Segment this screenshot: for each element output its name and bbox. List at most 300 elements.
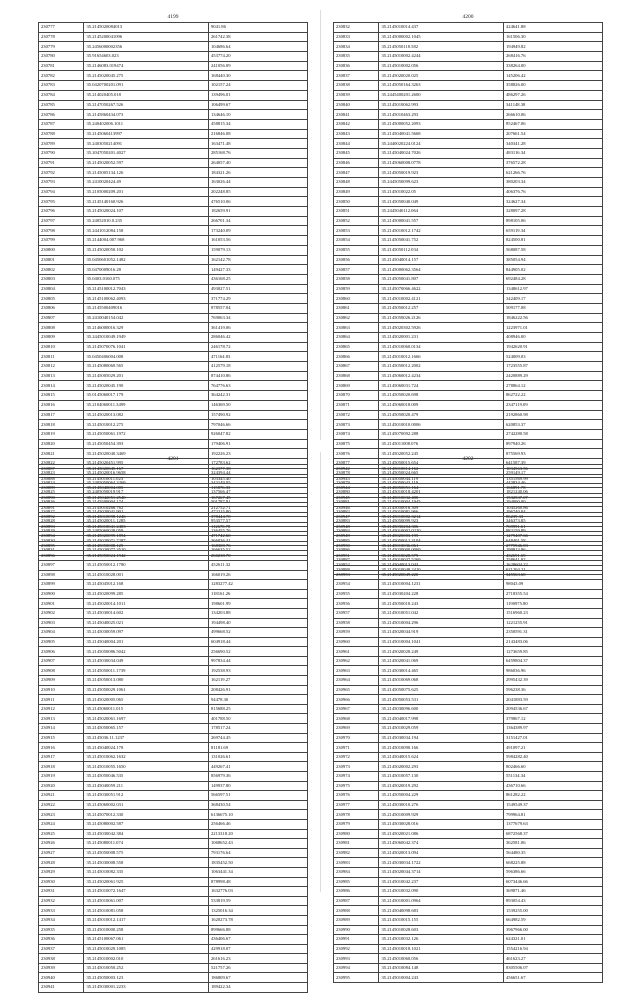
account-code-cell: 35.2145010084.148 — [379, 963, 503, 973]
amount-cell: 596238.36 — [503, 685, 602, 695]
row-id-cell: 230919 — [39, 772, 84, 782]
page-4202 — [333, 454, 603, 983]
table-row — [334, 839, 603, 849]
table-row — [334, 216, 603, 226]
row-id-cell: 230887 — [334, 555, 379, 565]
amount-cell: 456651.67 — [503, 973, 602, 983]
amount-cell: 106499.67 — [208, 100, 307, 110]
table-row — [334, 187, 603, 197]
amount-cell: 134203.88 — [208, 608, 307, 618]
table-row — [334, 877, 603, 887]
amount-cell: 145206.42 — [503, 71, 602, 81]
amount-cell: 268416.76 — [503, 52, 602, 62]
account-code-cell: 35.2145020014.1011 — [84, 599, 208, 609]
account-code-cell: 35.2445050099.623 — [379, 178, 503, 188]
amount-cell: 1846222.56 — [503, 313, 602, 323]
account-code-cell: 35.2145020019.292 — [379, 781, 503, 791]
row-id-cell: 230883 — [334, 517, 379, 527]
row-id-cell: 230886 — [334, 546, 379, 556]
account-code-cell: 35.2145042051.2540 — [84, 493, 208, 503]
table-row — [334, 800, 603, 810]
row-id-cell: 230830 — [39, 536, 84, 546]
amount-cell: 1821240.06 — [503, 488, 602, 498]
amount-cell: 878557.04 — [208, 303, 307, 313]
row-id-cell: 230964 — [334, 676, 379, 686]
row-id-cell: 230914 — [39, 724, 84, 734]
row-id-cell: 230799 — [39, 236, 84, 246]
account-code-cell: 35.2145010012.275 — [84, 420, 208, 430]
account-code-cell: 35.2145010042.237 — [379, 877, 503, 887]
table-row — [39, 23, 308, 33]
table-row — [334, 42, 603, 52]
amount-cell: 194949.82 — [503, 42, 602, 52]
table-row — [334, 439, 603, 449]
account-code-cell: 35.2145020084013 — [84, 23, 208, 33]
table-row — [334, 887, 603, 897]
table-row — [334, 100, 603, 110]
amount-cell: 483116.34 — [503, 148, 602, 158]
table-row — [39, 541, 308, 551]
account-code-cell: 35.2146000016.329 — [84, 323, 208, 333]
account-code-cell: 35.0470009016.28 — [84, 265, 208, 275]
account-code-cell: 35.2145020451.995 — [84, 458, 208, 468]
amount-cell: 2094536.67 — [503, 704, 602, 714]
amount-cell: 338264.00 — [503, 61, 602, 71]
amount-cell: 1348612.97 — [503, 284, 602, 294]
amount-cell: 620853.37 — [503, 420, 602, 430]
table-row — [334, 676, 603, 686]
amount-cell: 1554216.94 — [503, 944, 602, 954]
amount-cell: 764776.63 — [208, 381, 307, 391]
row-id-cell: 230880 — [334, 488, 379, 498]
account-code-cell: 35.2145060413997 — [84, 129, 208, 139]
account-code-cell: 35.2145010012.1742 — [379, 226, 503, 236]
table-row — [334, 896, 603, 906]
row-id-cell: 230780 — [39, 52, 84, 62]
account-code-cell: 35.2145010037.5269 — [379, 555, 503, 565]
account-code-cell: 35.2145010028.579 — [379, 551, 503, 561]
table-row — [39, 676, 308, 686]
table-row — [39, 484, 308, 494]
account-code-cell: 35.2145030051.912 — [84, 791, 208, 801]
table-row — [334, 570, 603, 580]
amount-cell: 449267.41 — [208, 762, 307, 772]
amount-cell: 406376.76 — [503, 187, 602, 197]
row-id-cell: 230777 — [39, 23, 84, 33]
row-id-cell: 230955 — [334, 589, 379, 599]
account-code-cell: 35.2145050043.119 — [379, 478, 503, 488]
table-row — [39, 313, 308, 323]
amount-cell: 2350591.31 — [503, 628, 602, 638]
account-code-cell: 35.2145030008.558 — [84, 858, 208, 868]
account-code-cell: 35.2145050026.2126 — [379, 313, 503, 323]
account-code-cell: 35.2145020040.3469 — [84, 449, 208, 459]
row-id-cell: 230862 — [334, 313, 379, 323]
table-row — [334, 284, 603, 294]
table-row — [39, 439, 308, 449]
table-row — [39, 226, 308, 236]
table-row — [334, 791, 603, 801]
account-code-cell: 35.2145050013.080 — [84, 676, 208, 686]
amount-cell: 621204.21 — [503, 565, 602, 575]
amount-cell: 241056.09 — [208, 61, 307, 71]
row-id-cell: 230801 — [39, 255, 84, 265]
table-row — [39, 915, 308, 925]
amount-cell: 458815.34 — [208, 119, 307, 129]
table-row — [39, 303, 308, 313]
amount-cell: 194498.40 — [208, 618, 307, 628]
table-row — [39, 887, 308, 897]
amount-cell: 286046.42 — [208, 333, 307, 343]
table-row — [334, 666, 603, 676]
row-id-cell: 230847 — [334, 168, 379, 178]
row-id-cell: 230787 — [39, 119, 84, 129]
table-row — [39, 800, 308, 810]
row-id-cell: 230983 — [334, 858, 379, 868]
table-row — [39, 420, 308, 430]
amount-cell: 648401.58 — [503, 536, 602, 546]
table-row — [39, 551, 308, 561]
account-code-cell: 35.2145050075.625 — [379, 685, 503, 695]
page-number: 4200 — [462, 14, 474, 20]
row-id-cell: 230949 — [334, 532, 379, 542]
amount-cell: 596386.66 — [503, 867, 602, 877]
row-id-cell: 230882 — [334, 507, 379, 517]
account-code-cell: 35.91654603.023 — [84, 52, 208, 62]
top-divider — [320, 10, 321, 440]
table-row — [39, 274, 308, 284]
amount-cell: 342409.17 — [503, 294, 602, 304]
amount-cell: 793176.64 — [208, 848, 307, 858]
amount-cell: 624321.01 — [503, 935, 602, 945]
table-row — [39, 61, 308, 71]
table-row — [39, 255, 308, 265]
account-code-cell: 35.2445010049.1949 — [84, 333, 208, 343]
row-id-cell: 230907 — [39, 656, 84, 666]
amount-cell: 328097.28 — [503, 207, 602, 217]
row-id-cell: 230875 — [334, 439, 379, 449]
account-code-cell: 35.2145070076.1041 — [84, 342, 208, 352]
row-id-cell: 230817 — [39, 410, 84, 420]
row-id-cell: 230929 — [39, 867, 84, 877]
account-code-cell: 35.2145010266.762 — [84, 503, 208, 513]
table-row — [334, 265, 603, 275]
account-code-cell: 35.2145030059.097 — [84, 628, 208, 638]
account-code-cell: 35.2145050015.654 — [379, 458, 503, 468]
amount-cell: 186809.67 — [208, 973, 307, 983]
table-row — [334, 532, 603, 542]
account-code-cell: 35.2145020049.220 — [379, 570, 503, 580]
amount-cell: 166635.52 — [208, 546, 307, 556]
account-code-cell: 35.2456000002356 — [84, 42, 208, 52]
row-id-cell: 230843 — [334, 129, 379, 139]
table-row — [334, 333, 603, 343]
account-code-cell: 35.2145010012.1417 — [84, 915, 208, 925]
table-row — [334, 255, 603, 265]
account-code-cell: 35.2145050046.535 — [84, 772, 208, 782]
row-id-cell: 230881 — [334, 497, 379, 507]
table-row — [39, 829, 308, 839]
row-id-cell: 230985 — [334, 877, 379, 887]
account-code-cell: 35.2145010002.3214 — [379, 512, 503, 522]
row-id-cell: 230859 — [334, 284, 379, 294]
account-code-cell: 35.2145010002.010 — [84, 954, 208, 964]
amount-cell: 769063.34 — [208, 313, 307, 323]
row-id-cell: 230989 — [334, 915, 379, 925]
amount-cell: 862722.22 — [503, 391, 602, 401]
table-row — [39, 743, 308, 753]
row-id-cell: 230872 — [334, 410, 379, 420]
account-code-cell: 35.2445400201.2600 — [379, 90, 503, 100]
amount-cell: 198601.99 — [208, 599, 307, 609]
account-code-cell: 35.0403.0160.075 — [84, 274, 208, 284]
row-id-cell: 230824 — [39, 478, 84, 488]
amount-cell: 208426.91 — [208, 685, 307, 695]
table-row — [334, 637, 603, 647]
row-id-cell: 230967 — [334, 704, 379, 714]
table-row — [39, 522, 308, 532]
amount-cell: 453774.20 — [208, 52, 307, 62]
account-code-cell: 35.2145010028.001 — [84, 570, 208, 580]
account-code-cell: 35.2145010048.2410 — [379, 565, 503, 575]
row-id-cell: 230789 — [39, 139, 84, 149]
table-row — [334, 743, 603, 753]
account-code-cell: 35.2145040017.998 — [379, 714, 503, 724]
amount-cell: 162142.78 — [208, 255, 307, 265]
row-id-cell: 230963 — [334, 666, 379, 676]
table-row — [39, 944, 308, 954]
row-id-cell: 230993 — [334, 954, 379, 964]
row-id-cell: 230909 — [39, 676, 84, 686]
table-row — [334, 915, 603, 925]
amount-cell: 6459804.37 — [503, 656, 602, 666]
table-row — [39, 110, 308, 120]
table-row — [334, 704, 603, 714]
account-code-cell: 35.2145010028.603 — [379, 925, 503, 935]
amount-cell: 137566.47 — [208, 488, 307, 498]
account-code-cell: 35.2145010055.1650 — [84, 762, 208, 772]
row-id-cell: 230938 — [39, 954, 84, 964]
amount-cell: 376572.28 — [503, 158, 602, 168]
amount-cell: 1279407.66 — [503, 532, 602, 542]
row-id-cell: 230990 — [334, 925, 379, 935]
table-row — [39, 148, 308, 158]
table-row — [39, 963, 308, 973]
amount-cell: 897940.26 — [503, 439, 602, 449]
row-id-cell: 230797 — [39, 216, 84, 226]
amount-cell: 6073446.66 — [503, 877, 602, 887]
row-id-cell: 230806 — [39, 303, 84, 313]
account-code-cell: 35.2145050018.243 — [379, 599, 503, 609]
account-code-cell: 35.2145020044.3714 — [379, 867, 503, 877]
row-id-cell: 230785 — [39, 100, 84, 110]
amount-cell: 324394.44 — [208, 468, 307, 478]
amount-cell: 378444.70 — [208, 512, 307, 522]
account-code-cell: 35.2145050011.1739 — [84, 666, 208, 676]
table-row — [334, 81, 603, 91]
row-id-cell: 230858 — [334, 274, 379, 284]
account-code-cell: 35.2145030028.016 — [379, 819, 503, 829]
amount-cell: 1221255.91 — [503, 618, 602, 628]
amount-cell: 1532537.07 — [503, 493, 602, 503]
row-id-cell: 230868 — [334, 371, 379, 381]
account-code-cell: 35.0450406004.008 — [84, 352, 208, 362]
account-code-cell: 35.2145010057.130 — [379, 772, 503, 782]
row-id-cell: 230791 — [39, 158, 84, 168]
table-row — [39, 400, 308, 410]
amount-cell: 207661.54 — [503, 129, 602, 139]
account-code-cell: 35.2145050004.229 — [379, 791, 503, 801]
amount-cell: 461623.27 — [503, 954, 602, 964]
table-row — [39, 858, 308, 868]
row-id-cell: 230783 — [39, 81, 84, 91]
amount-cell: 476510.06 — [208, 197, 307, 207]
amount-cell: 94478.30 — [208, 695, 307, 705]
table-row — [39, 877, 308, 887]
table-row — [39, 637, 308, 647]
row-id-cell: 230836 — [334, 61, 379, 71]
amount-cell: 844905.02 — [503, 265, 602, 275]
row-id-cell: 230951 — [334, 551, 379, 561]
account-code-cell: 35.2145045012.168 — [84, 580, 208, 590]
account-code-cell: 35.2145010011.023 — [84, 474, 208, 484]
table-row — [334, 119, 603, 129]
row-id-cell: 230975 — [334, 781, 379, 791]
amount-cell: 641587.39 — [503, 458, 602, 468]
account-code-cell: 35.2145050019.923 — [379, 168, 503, 178]
table-row — [39, 81, 308, 91]
account-code-cell: 35.2145070092.288 — [379, 429, 503, 439]
account-code-cell: 35.2145040025.021 — [84, 618, 208, 628]
account-code-cell: 35.2145060008.0778 — [379, 158, 503, 168]
row-id-cell: 230954 — [334, 580, 379, 590]
account-code-cell: 35.2145020003.195 — [379, 532, 503, 542]
table-row — [334, 323, 603, 333]
table-row — [334, 724, 603, 734]
row-id-cell: 230912 — [39, 704, 84, 714]
row-id-cell: 230802 — [39, 265, 84, 275]
table-row — [334, 589, 603, 599]
amount-cell: 161506.30 — [503, 32, 602, 42]
table-row — [334, 168, 603, 178]
amount-cell: 926047.82 — [208, 429, 307, 439]
account-code-cell: 35.2145020028.249 — [379, 647, 503, 657]
amount-cell: 103345.40 — [208, 474, 307, 484]
amount-cell: 1068652.43 — [208, 839, 307, 849]
amount-cell: 1034563.56 — [503, 465, 602, 475]
row-id-cell: 230978 — [334, 810, 379, 820]
row-id-cell: 230979 — [334, 819, 379, 829]
account-code-cell: 35.2145040098.683 — [379, 906, 503, 916]
account-code-cell: 35.2145000002.1045 — [379, 32, 503, 42]
account-code-cell: 35.2145030010.276 — [379, 800, 503, 810]
table-row — [334, 207, 603, 217]
amount-cell: 264057.40 — [208, 158, 307, 168]
table-row — [334, 935, 603, 945]
amount-cell: 216846.08 — [208, 129, 307, 139]
account-code-cell: 35.2145040013.043 — [379, 560, 503, 570]
table-row — [39, 733, 308, 743]
row-id-cell: 230820 — [39, 439, 84, 449]
account-code-cell: 35.2440020224.0124 — [379, 139, 503, 149]
table-row — [334, 381, 603, 391]
account-code-cell: 35.2145010022.05 — [379, 187, 503, 197]
row-id-cell: 230904 — [39, 628, 84, 638]
row-id-cell: 230888 — [39, 474, 84, 484]
account-code-cell: 35.2145040004.005 — [84, 484, 208, 494]
amount-cell: 146369.50 — [208, 400, 307, 410]
row-id-cell: 230903 — [39, 618, 84, 628]
table-row — [334, 858, 603, 868]
amount-cell: 340341.28 — [503, 139, 602, 149]
row-id-cell: 230987 — [334, 896, 379, 906]
table-row — [39, 781, 308, 791]
row-id-cell: 230849 — [334, 187, 379, 197]
table-row — [334, 685, 603, 695]
table-row — [39, 935, 308, 945]
row-id-cell: 230781 — [39, 61, 84, 71]
table-row — [334, 23, 603, 33]
row-id-cell: 230878 — [334, 468, 379, 478]
amount-cell: 2742280.58 — [503, 429, 602, 439]
table-row — [334, 342, 603, 352]
account-code-cell: 35.2145050012.1780 — [84, 560, 208, 570]
table-row — [39, 724, 308, 734]
account-code-cell: 35.2145050065.157 — [84, 724, 208, 734]
amount-cell: 81181.69 — [208, 743, 307, 753]
table-row — [39, 714, 308, 724]
account-code-cell: 35.2145020001.231 — [379, 333, 503, 343]
table-row — [334, 762, 603, 772]
table-row — [39, 178, 308, 188]
table-row — [39, 503, 308, 513]
account-code-cell: 35.214020405.018 — [84, 90, 208, 100]
row-id-cell: 230782 — [39, 71, 84, 81]
amount-cell: 278864.12 — [503, 381, 602, 391]
amount-cell: 1835452.50 — [208, 858, 307, 868]
table-row — [334, 512, 603, 522]
row-id-cell: 230923 — [39, 810, 84, 820]
amount-cell: 1283277.42 — [208, 580, 307, 590]
amount-cell: 368430.54 — [208, 800, 307, 810]
account-code-cell: 35.2145050024.665 — [379, 468, 503, 478]
amount-cell: 986036.96 — [503, 666, 602, 676]
account-code-cell: 35.2145010002.4244 — [379, 52, 503, 62]
table-row — [39, 158, 308, 168]
row-id-cell: 230851 — [334, 207, 379, 217]
account-code-cell: 35.2145010036.061 — [379, 541, 503, 551]
amount-cell: 797046.66 — [208, 420, 307, 430]
table-row — [334, 906, 603, 916]
row-id-cell: 230818 — [39, 420, 84, 430]
table-row — [39, 954, 308, 964]
amount-cell: 898105.06 — [503, 216, 602, 226]
table-row — [334, 110, 603, 120]
account-code-cell: 35.2145040024.7026 — [379, 148, 503, 158]
amount-cell: 982159.89 — [503, 526, 602, 536]
amount-cell: 856979.36 — [208, 772, 307, 782]
amount-cell: 162377.38 — [208, 465, 307, 475]
table-row — [39, 100, 308, 110]
table-row — [334, 810, 603, 820]
amount-cell: 149427.33 — [208, 265, 307, 275]
amount-cell: 2192860.98 — [503, 410, 602, 420]
row-id-cell: 230896 — [39, 551, 84, 561]
account-code-cell: 35.2145010051.042 — [379, 608, 503, 618]
table-row — [334, 819, 603, 829]
account-code-cell: 35.2145050099.923 — [379, 517, 503, 527]
row-id-cell: 230946 — [334, 503, 379, 513]
